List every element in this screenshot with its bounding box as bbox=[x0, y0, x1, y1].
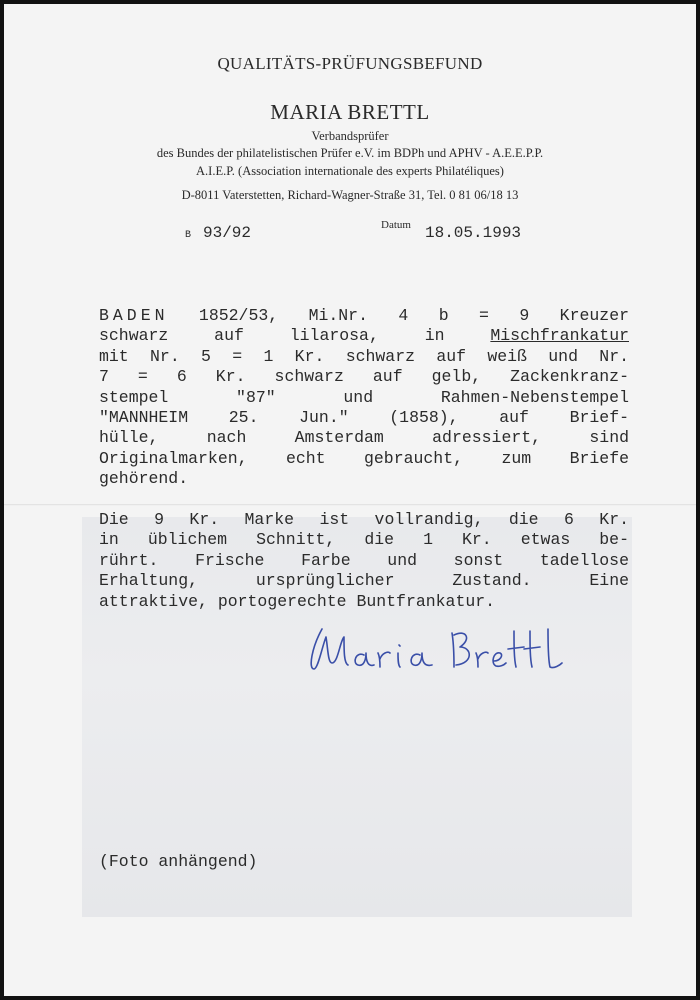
association-line-1: des Bundes der philatelistischen Prüfer e.V. im BDPh und APHV - A.E.E.P.P. bbox=[156, 146, 544, 160]
certificate-page bbox=[4, 4, 696, 996]
condition-paragraph bbox=[99, 510, 629, 612]
text-line: 7 = 6 Kr. schwarz auf gelb, Zackenkranz- bbox=[99, 367, 629, 387]
underlined-term: Mischfrankatur bbox=[490, 326, 629, 346]
text-fragment: 1852/53, Mi.Nr. 4 b = 9 Kreuzer bbox=[168, 306, 629, 325]
date-value: 18.05.1993 bbox=[425, 224, 522, 242]
text-line: Erhaltung, ursprünglicher Zustand. Eine bbox=[99, 571, 629, 591]
country-name: BADEN bbox=[99, 306, 169, 325]
examiner-role: Verbandsprüfer bbox=[311, 129, 389, 143]
text-line: rührt. Frische Farbe und sonst tadellose bbox=[99, 550, 629, 570]
text-line: hülle, nach Amsterdam adressiert, sind bbox=[99, 428, 629, 448]
text-line: Die 9 Kr. Marke ist vollrandig, die 6 Kr. bbox=[99, 510, 629, 529]
reference-number: 93/92 bbox=[203, 224, 252, 242]
text-fragment: schwarz auf lilarosa, in bbox=[99, 326, 491, 346]
text-line: Originalmarken, echt gebraucht, zum Briefe bbox=[99, 448, 629, 468]
text-line: stempel "87" und Rahmen-Nebenstempel bbox=[99, 387, 629, 407]
text-line: "MANNHEIM 25. Jun." (1858), auf Brief- bbox=[99, 408, 629, 428]
reference-prefix: B bbox=[185, 230, 192, 241]
examiner-address: D-8011 Vaterstetten, Richard-Wagner-Straße 31, Tel. 0 81 06/18 13 bbox=[181, 188, 519, 202]
text-line: gehörend. bbox=[99, 469, 189, 489]
certificate-title: QUALITÄTS-PRÜFUNGSBEFUND bbox=[217, 54, 483, 73]
text-line bbox=[99, 326, 629, 346]
association-line-2: A.I.E.P. (Association internationale des experts Philatéliques) bbox=[196, 164, 504, 178]
text-line: in üblichem Schnitt, die 1 Kr. etwas be- bbox=[99, 530, 629, 550]
paper-fold-line bbox=[4, 504, 696, 506]
description-paragraph bbox=[99, 306, 629, 490]
examiner-name: MARIA BRETTL bbox=[270, 100, 430, 124]
text-line bbox=[99, 306, 629, 326]
handwritten-signature bbox=[304, 619, 564, 679]
text-line: attraktive, portogerechte Buntfrankatur. bbox=[99, 591, 496, 611]
date-label: Datum bbox=[381, 219, 411, 231]
text-line: mit Nr. 5 = 1 Kr. schwarz auf weiß und Nr. bbox=[99, 346, 629, 366]
photo-note: (Foto anhängend) bbox=[99, 852, 258, 871]
